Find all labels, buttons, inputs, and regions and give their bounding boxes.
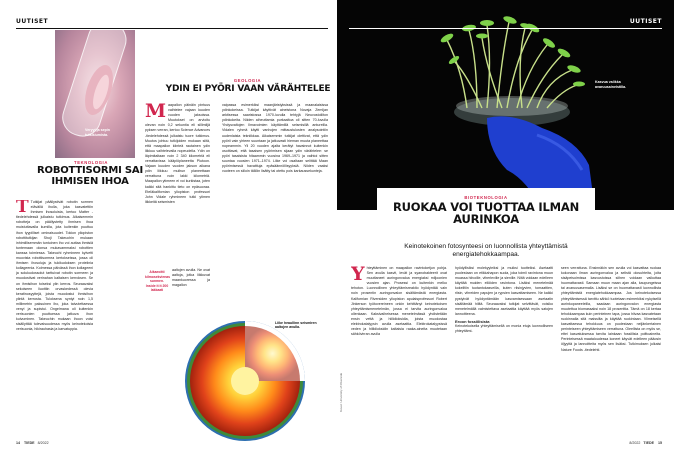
main-article-headline: YDIN EI PYÖRI VAAN VÄRÄHTELEE (165, 84, 331, 94)
main-article-col2: vaipassa esimerkiksi maanjäristyksissä ja maanalaisissa ydinkokeissa. Tutkijat käyttivät aineistona Novaja Zemljan arktisessa saaristossa 1970-luvulla tehtyjä Neuvostoliiton ydinkokeita. Niiden aiheuttamia purkaaltoa oli sitten 70-luvulla Yhdysvaltojen Ilmavoimien käyttämillä seismisillä antureilla. Vidalen ryhmä käytti vanhojen mittaustulosten analysointiin uudenlaista tekniikkaa. Aikaisemmin tutkijat olettivat, että ydin pyörii vain yhteen suuntaan ja jatkuvasti hieman muuta planeettaa nopeammin. Yli 20 vuoden ajalta kerätyt havainnot kuitenkin osoittavat, että tasaisen pyörimisen sijaan ydin värähtelee: se pyöri tasaisista hitaammin vuosina 1969–1971 ja vaihtoi sitten suuntaa vuosien 1971–1974. Liike voi osaltaan selittää Maan pyörimisessä havaittuja epäsäännöllisyyksiä. Niiden vaaksi vuoteen on siiloin tällöin lisätty tai otettu pois karkaussekunteja. (222, 103, 328, 174)
right-category: BIOTEKNOLOGIA (464, 195, 508, 200)
sprout-illustration (337, 0, 674, 210)
deck: Keinotekoinen fotosynteesi on luonnollista yhteyttämistä energiatehokkaampaa. (404, 243, 568, 258)
right-col3: seen verrattuna. Ensinnäkin sen avulla voi kasvattaa ruokaa kokonaan ilman auringonvaloa ja selistä olosuhteita, joita sisäpeisoimissa kasvustoissa siihen voidaan vaikuttaa huomattavasti. Samaan muun maan ajan alla, kaupungeissa tai avaruusasemalla. Lisäksi se on huomattavasti luonnollista yhteyttämistä energiatehokkaampaa. Jos keinotekoisessa yhteyttämisessä tarvittu sähkö tuotetaan esimerkiksi nykyisellä aurinkopaneeleilla, saadaan auringonvalon energiasta muutettua biomassaksi noin 18 prosenttia. Tämä on 18 kertaa tehokkaampaa kuin perinteinen tapa, jossa hiivaa kasvatetaan ruokinnalla sitä maissilta ja käyttää ruokintaan. Viimeisellä kasvattaessa tehokkuus on puolestaan neljänkertainen perinteiseen yhteyttämiseen verrattuna. Oleellista on myös se, ettei kasvatuksessa tarvita lainkaan fossiilisia polttoaineita. Perinteisessä maataloudessa koneet käyvät edelleen pääosin öljyyttä ja lannoitteita myös sen lisäksi. Tutkimuksen julkaisi Nature Foods -tiedelehti. (561, 266, 661, 352)
test-tube-illustration (55, 30, 135, 158)
right-col1: Yhteyttäminen on maapallon ravintoketjun pohja. Sen avulla kasvit, levät ja syanobakteerit ovat muuttaneet auringonvaloa energiaksi miljoonien vuosien ajan. Prosessi on kuitenkin melko tehoton. Luonnollinen yhteyttämisreaktio hyödyntää vain noin prosentin auringonvalon sisältämästä energiasta. Kalifornian Riversiden yliopiston apulaisprofessori Robert Jinkerson työtovereineen onkin kehittänyt keinotekoisen yhteyttämismenetelmän, jossa ei tarvita auringonvaloa ollenkaan. Kaksivaiheisessa menetelmässä yhdistetään ensin vettä ja hiilidioksidia, joista muodostaa elektrokatalyysin avulla asetaattia. Elektrokatalyysissä veden ja hiilidioksidin kaltaisia raaka-aineita muutetaan sähkövirran avulla (351, 266, 447, 337)
header-rule (16, 28, 328, 29)
main-article-col1: Maapallon päinäin pintuus vaihtelee vajaan kuuden vuoden jaksoissa. Muutokset on arvioitu olevan noin 0,2 sekuntia eli sillimiljä pyksen verran, kertoo Science Advances -tiedelehdessä julkaistu tuore tutkimus. Muutos johtuu tutkijoiden mukaan siitä, että maapallon kiinteä rautainen ydin liikkuu vaihtelevalla nopeudella. Ydin on läpimitaltaan noin 2 340 kilometriä eli verrattavissa kääpiöplaneetta Plutoon. Vajaan kuuden vuoden jakson aikana ydin liikkuu muihun planeettaan verrattuna noin lakki kilometriä. Maapallon ytimeen ei voi kurkistaa, joten kaikki sitä hankittu tieto on epäsuoraa. Eteläkalifornian yliopiston professori John Vidale ryhmineen tutki ytimen liikkeitä seismisten (145, 103, 210, 204)
footer-left: 14 TIEDE 8/2022 (16, 441, 49, 445)
right-headline: RUOKAA VOI TUOTTAA ILMAN AURINKOA (392, 200, 580, 227)
small-article-headline: ROBOTTISORMI SAI IHMISEN IHOA (37, 165, 143, 187)
robot-finger-image (55, 30, 135, 158)
footer-right: 8/2022 TIEDE 15 (629, 441, 662, 445)
pull-quote: Aikaeoitti kilmosekvienas sunmen. Inside it it 200 lakkaati (145, 270, 171, 293)
right-col2: hyödyllisiksi molekyyleiksi ja muiksi tuotteiksi. Asetaatti puolestaan on etikkahapon suola, joka toimii ravintona muun muassa hiivoille, viherleville ja sienille. Niitä voidaan edelleen käyttää muiden eliöiden ravintona. Lisäksi menetelmää kokeiltiin tuotantokasveilla, kuten riisinjyvien, tomaattien, riisin, vihreiden papujen ja rypsien kasvattamiseen. Ne kaikki pystyivät hyödyntämään kasvamisessaan asetaatin sisältämää hiiltä. Seuraavaksi tutkijat selvittävät, voisiko menetelmällä valmistettava asetaattia käyttää myös satojen lannoitteena. Eroon fossiilisista Keinotekoisella yhteyttämisellä on monia etuja luonnolliseen yhteyttämi- (455, 266, 553, 334)
earth-core-image (155, 303, 335, 443)
right-page (337, 0, 674, 450)
main-article-col1b: aaltojen avulla. Ne ovat aaltoja, jotka liikkuvat maankuoressa ja magallon (172, 268, 210, 288)
photo-caption: Kasvua valikka avaruusaineistilla. (595, 80, 627, 89)
section-header-right: UUTISET (629, 18, 662, 25)
main-article-category: GEOLOGIA (233, 78, 262, 83)
small-article-category: TEKNOLOGIA (74, 160, 108, 165)
section-header: UUTISET (16, 18, 49, 25)
small-article-body: T Tutkijat päällystivät robotin sormen elävällä iholla, joka kasvatettiin ihmisen ihosoluista, kertoo Matter -tiedelehdessä julkaistu tutkimus. Aikaisemmin robotteja on päällystetty ihmisen ihoa muistuttavalla kumilla, jota kuitenkin puuttuu ihon tyypilliset ominaisuudet. Tokion yliopiston robottitutkijan Shoji Takeuchin mukaan inhimillisemmän tuntuinen iho voi auttaa ihmisiä tuntemaan olonsa mukavammaksi robottien kanssa toimiessa. Takeuchi ryhmineen kylvetti muovista robottisormea kertokseissa, jossa oli ihmisen ihosoluja ja tukikudoksen proteiinia kollageenia. Kolmessa päivässä ihon kollageeni ja solukudossolut tarttuivat robotin sormeen ja muodostivat verinahan kaltaisen kerroksen. Se on ihmisihon toiseksi ylin kerros. Seuraavaksi sekoiseen liuottiin orvaskedessä olevia keratinosyyttejä, joista muodostui ihmisihon ylintä kerrosta. Tuloksena syntyi noin 1,5 millimetrin paksuinen iho, joka taivutettaessa venyi ja supistui. Ongelmana oli kuitenkin verisuonien puuttuessa jatkuva ihon kuivuminen. Takeuchin mukaan ihoon voisi sisällyttää tulevaisuudessa myös keinotekoisia verisuonia, hikirauhasia ja karvatuppia. (16, 200, 93, 332)
image-caption: Veryyi ja sepin tutkikiumista. (85, 128, 110, 137)
headline-box (377, 188, 595, 240)
sprout-photo (337, 0, 674, 210)
header-rule-right (349, 28, 662, 29)
core-caption: Liike heaullinn seismiren aaltojen avulla. (275, 321, 317, 330)
photo-credit: Kuvat: University of Riverside (339, 372, 343, 412)
